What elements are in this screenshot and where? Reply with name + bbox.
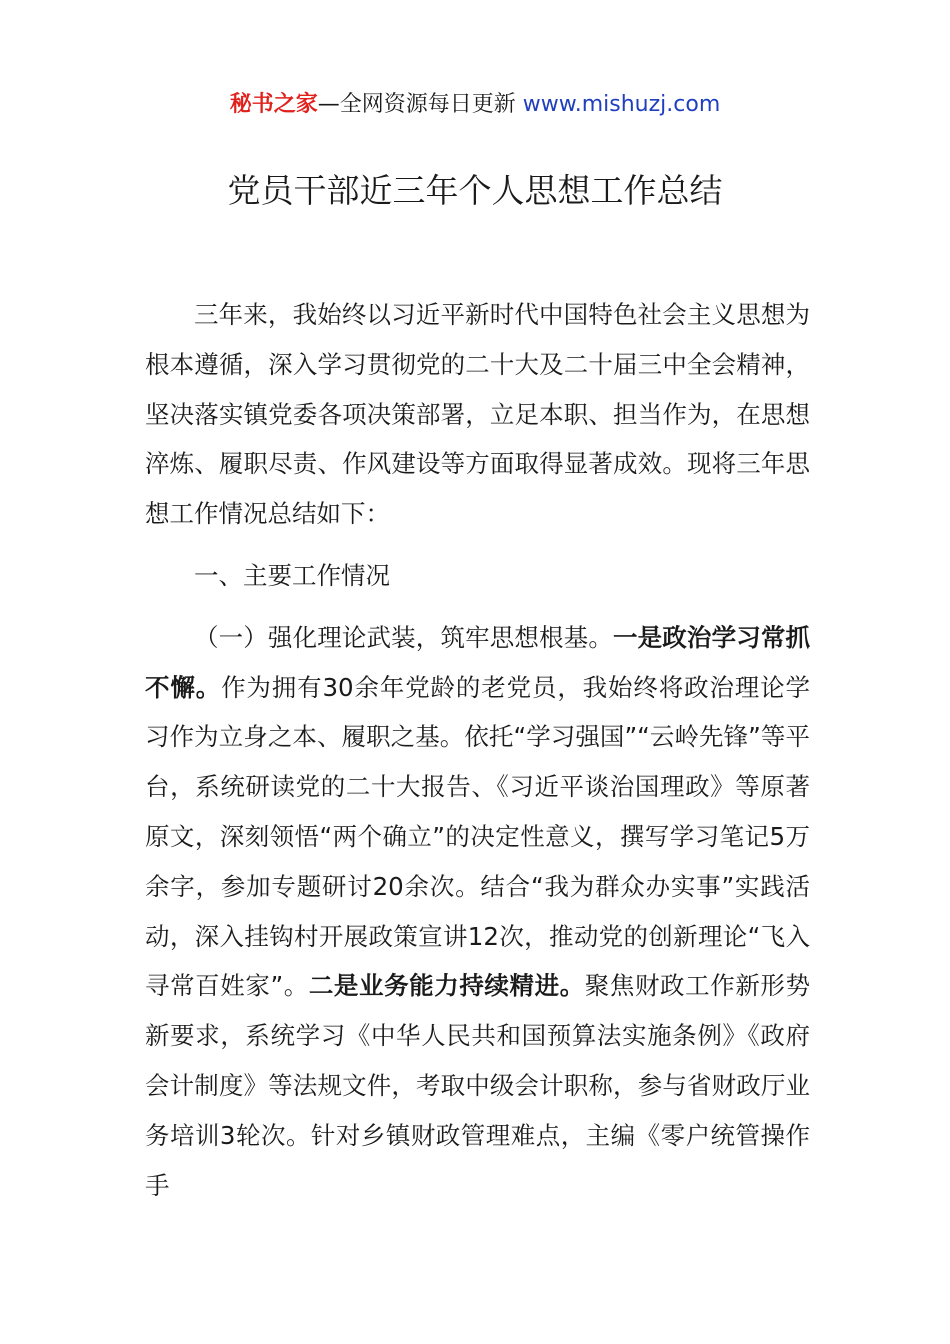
section-heading: 一、主要工作情况: [194, 560, 390, 590]
subsection-lead: （一）强化理论武装，筑牢思想根基。: [194, 622, 613, 652]
document-title: 党员干部近三年个人思想工作总结: [227, 171, 723, 210]
site-name: 秘书之家: [229, 92, 318, 117]
point-two-title: 二是业务能力持续精进。: [308, 971, 585, 1001]
point-two-text: 聚焦财政工作新形势新要求，系统学习《中华人民共和国预算法实施条例》《政府会计制度》等法规文件，考取中级会计职称，参与省财政厅业务培训3轮次。针对乡镇财政管理难点，主编《零户统管操作手: [145, 971, 811, 1200]
section-paragraph: [145, 613, 810, 1211]
document-body: [145, 290, 810, 1210]
site-tagline: —全网资源每日更新: [317, 92, 523, 117]
point-one-text: 作为拥有30余年党龄的老党员，我始终将政治理论学习作为立身之本、履职之基。依托“学习强国”“云岭先锋”等平台，系统研读党的二十大报告、《习近平谈治国理政》等原著原文，深刻领悟“两个确立”的决定性意义，撰写学习笔记5万余字，参加专题研讨20余次。结合“我为群众办实事”实践活动，深入挂钩村开展政策宣讲12次，推动党的创新理论“飞入寻常百姓家”。: [145, 672, 810, 1001]
point-one-title: 一是政治学习常抓不懈。: [145, 622, 811, 702]
site-url-link[interactable]: www.mishuzj.com: [522, 92, 721, 117]
site-header: [0, 88, 950, 122]
intro-paragraph: 三年来，我始终以习近平新时代中国特色社会主义思想为根本遵循，深入学习贯彻党的二十大及二十届三中全会精神，坚决落实镇党委各项决策部署，立足本职、担当作为，在思想淬炼、履职尽责、作风建设等方面取得显著成效。现将三年思想工作情况总结如下：: [145, 300, 810, 529]
